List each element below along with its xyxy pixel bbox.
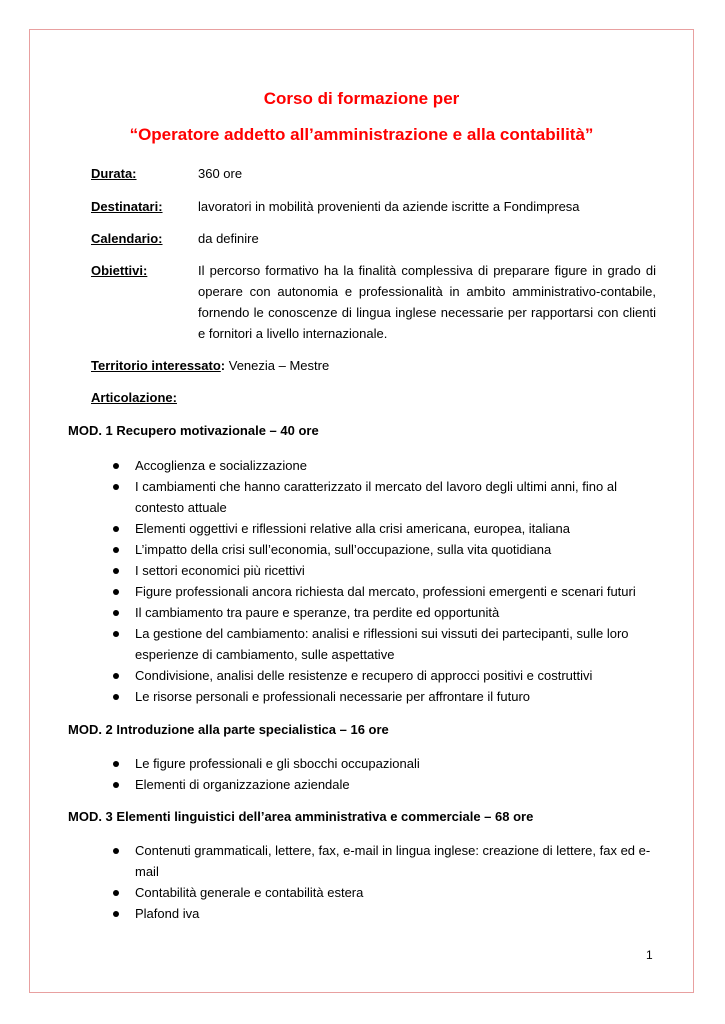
articolazione-label: Articolazione: bbox=[91, 390, 177, 405]
document-title: Corso di formazione per bbox=[263, 89, 460, 108]
list-item: Condivisione, analisi delle resistenze e recupero di approcci positivi e costruttivi bbox=[113, 665, 658, 686]
list-item: I cambiamenti che hanno caratterizzato il mercato del lavoro degli ultimi anni, fino al contesto attuale bbox=[113, 476, 658, 518]
list-item: Il cambiamento tra paure e speranze, tra perdite ed opportunità bbox=[113, 602, 658, 623]
module-1-title: MOD. 1 Recupero motivazionale – 40 ore bbox=[68, 423, 319, 438]
destinatari-label: Destinatari: bbox=[91, 199, 163, 214]
destinatari-value: lavoratori in mobilità provenienti da aziende iscritte a Fondimpresa bbox=[198, 199, 580, 214]
module-1-list bbox=[113, 455, 658, 707]
territorio-label: Territorio interessato bbox=[91, 358, 221, 373]
document-subtitle: “Operatore addetto all’amministrazione e alla contabilità” bbox=[129, 125, 594, 144]
obiettivi-label: Obiettivi: bbox=[91, 263, 148, 278]
list-item: Le figure professionali e gli sbocchi occupazionali bbox=[113, 753, 658, 774]
list-item: Accoglienza e socializzazione bbox=[113, 455, 658, 476]
territorio-value: Venezia – Mestre bbox=[225, 358, 330, 373]
list-item: Contabilità generale e contabilità estera bbox=[113, 882, 658, 903]
list-item: Figure professionali ancora richiesta dal mercato, professioni emergenti e scenari futuri bbox=[113, 581, 658, 602]
calendario-label: Calendario: bbox=[91, 231, 163, 246]
territorio-row bbox=[91, 355, 329, 376]
list-item: Elementi di organizzazione aziendale bbox=[113, 774, 658, 795]
list-item: L’impatto della crisi sull’economia, sull’occupazione, sulla vita quotidiana bbox=[113, 539, 658, 560]
list-item: Plafond iva bbox=[113, 903, 658, 924]
list-item: Le risorse personali e professionali necessarie per affrontare il futuro bbox=[113, 686, 658, 707]
module-2-title: MOD. 2 Introduzione alla parte specialistica – 16 ore bbox=[68, 722, 389, 737]
list-item: Contenuti grammaticali, lettere, fax, e-mail in lingua inglese: creazione di lettere, fax ed e-mail bbox=[113, 840, 658, 882]
module-3-title: MOD. 3 Elementi linguistici dell’area amministrativa e commerciale – 68 ore bbox=[68, 809, 534, 824]
list-item: I settori economici più ricettivi bbox=[113, 560, 658, 581]
obiettivi-value: Il percorso formativo ha la finalità complessiva di preparare figure in grado di operare con autonomia e professionalità in ambito amministrativo-contabile, fornendo le conoscenze di lingua inglese necessarie per rapportarsi con clienti e fornitori a livello internazionale. bbox=[198, 263, 656, 341]
module-3-list bbox=[113, 840, 658, 924]
territorio-colon: : bbox=[220, 358, 226, 373]
page-number: 1 bbox=[646, 948, 653, 962]
durata-label: Durata: bbox=[91, 166, 137, 181]
calendario-value: da definire bbox=[198, 231, 259, 246]
list-item: Elementi oggettivi e riflessioni relative alla crisi americana, europea, italiana bbox=[113, 518, 658, 539]
list-item: La gestione del cambiamento: analisi e riflessioni sui vissuti dei partecipanti, sulle loro esperienze di cambiamento, sulle aspettative bbox=[113, 623, 658, 665]
module-2-list bbox=[113, 753, 658, 795]
durata-value: 360 ore bbox=[198, 166, 243, 181]
